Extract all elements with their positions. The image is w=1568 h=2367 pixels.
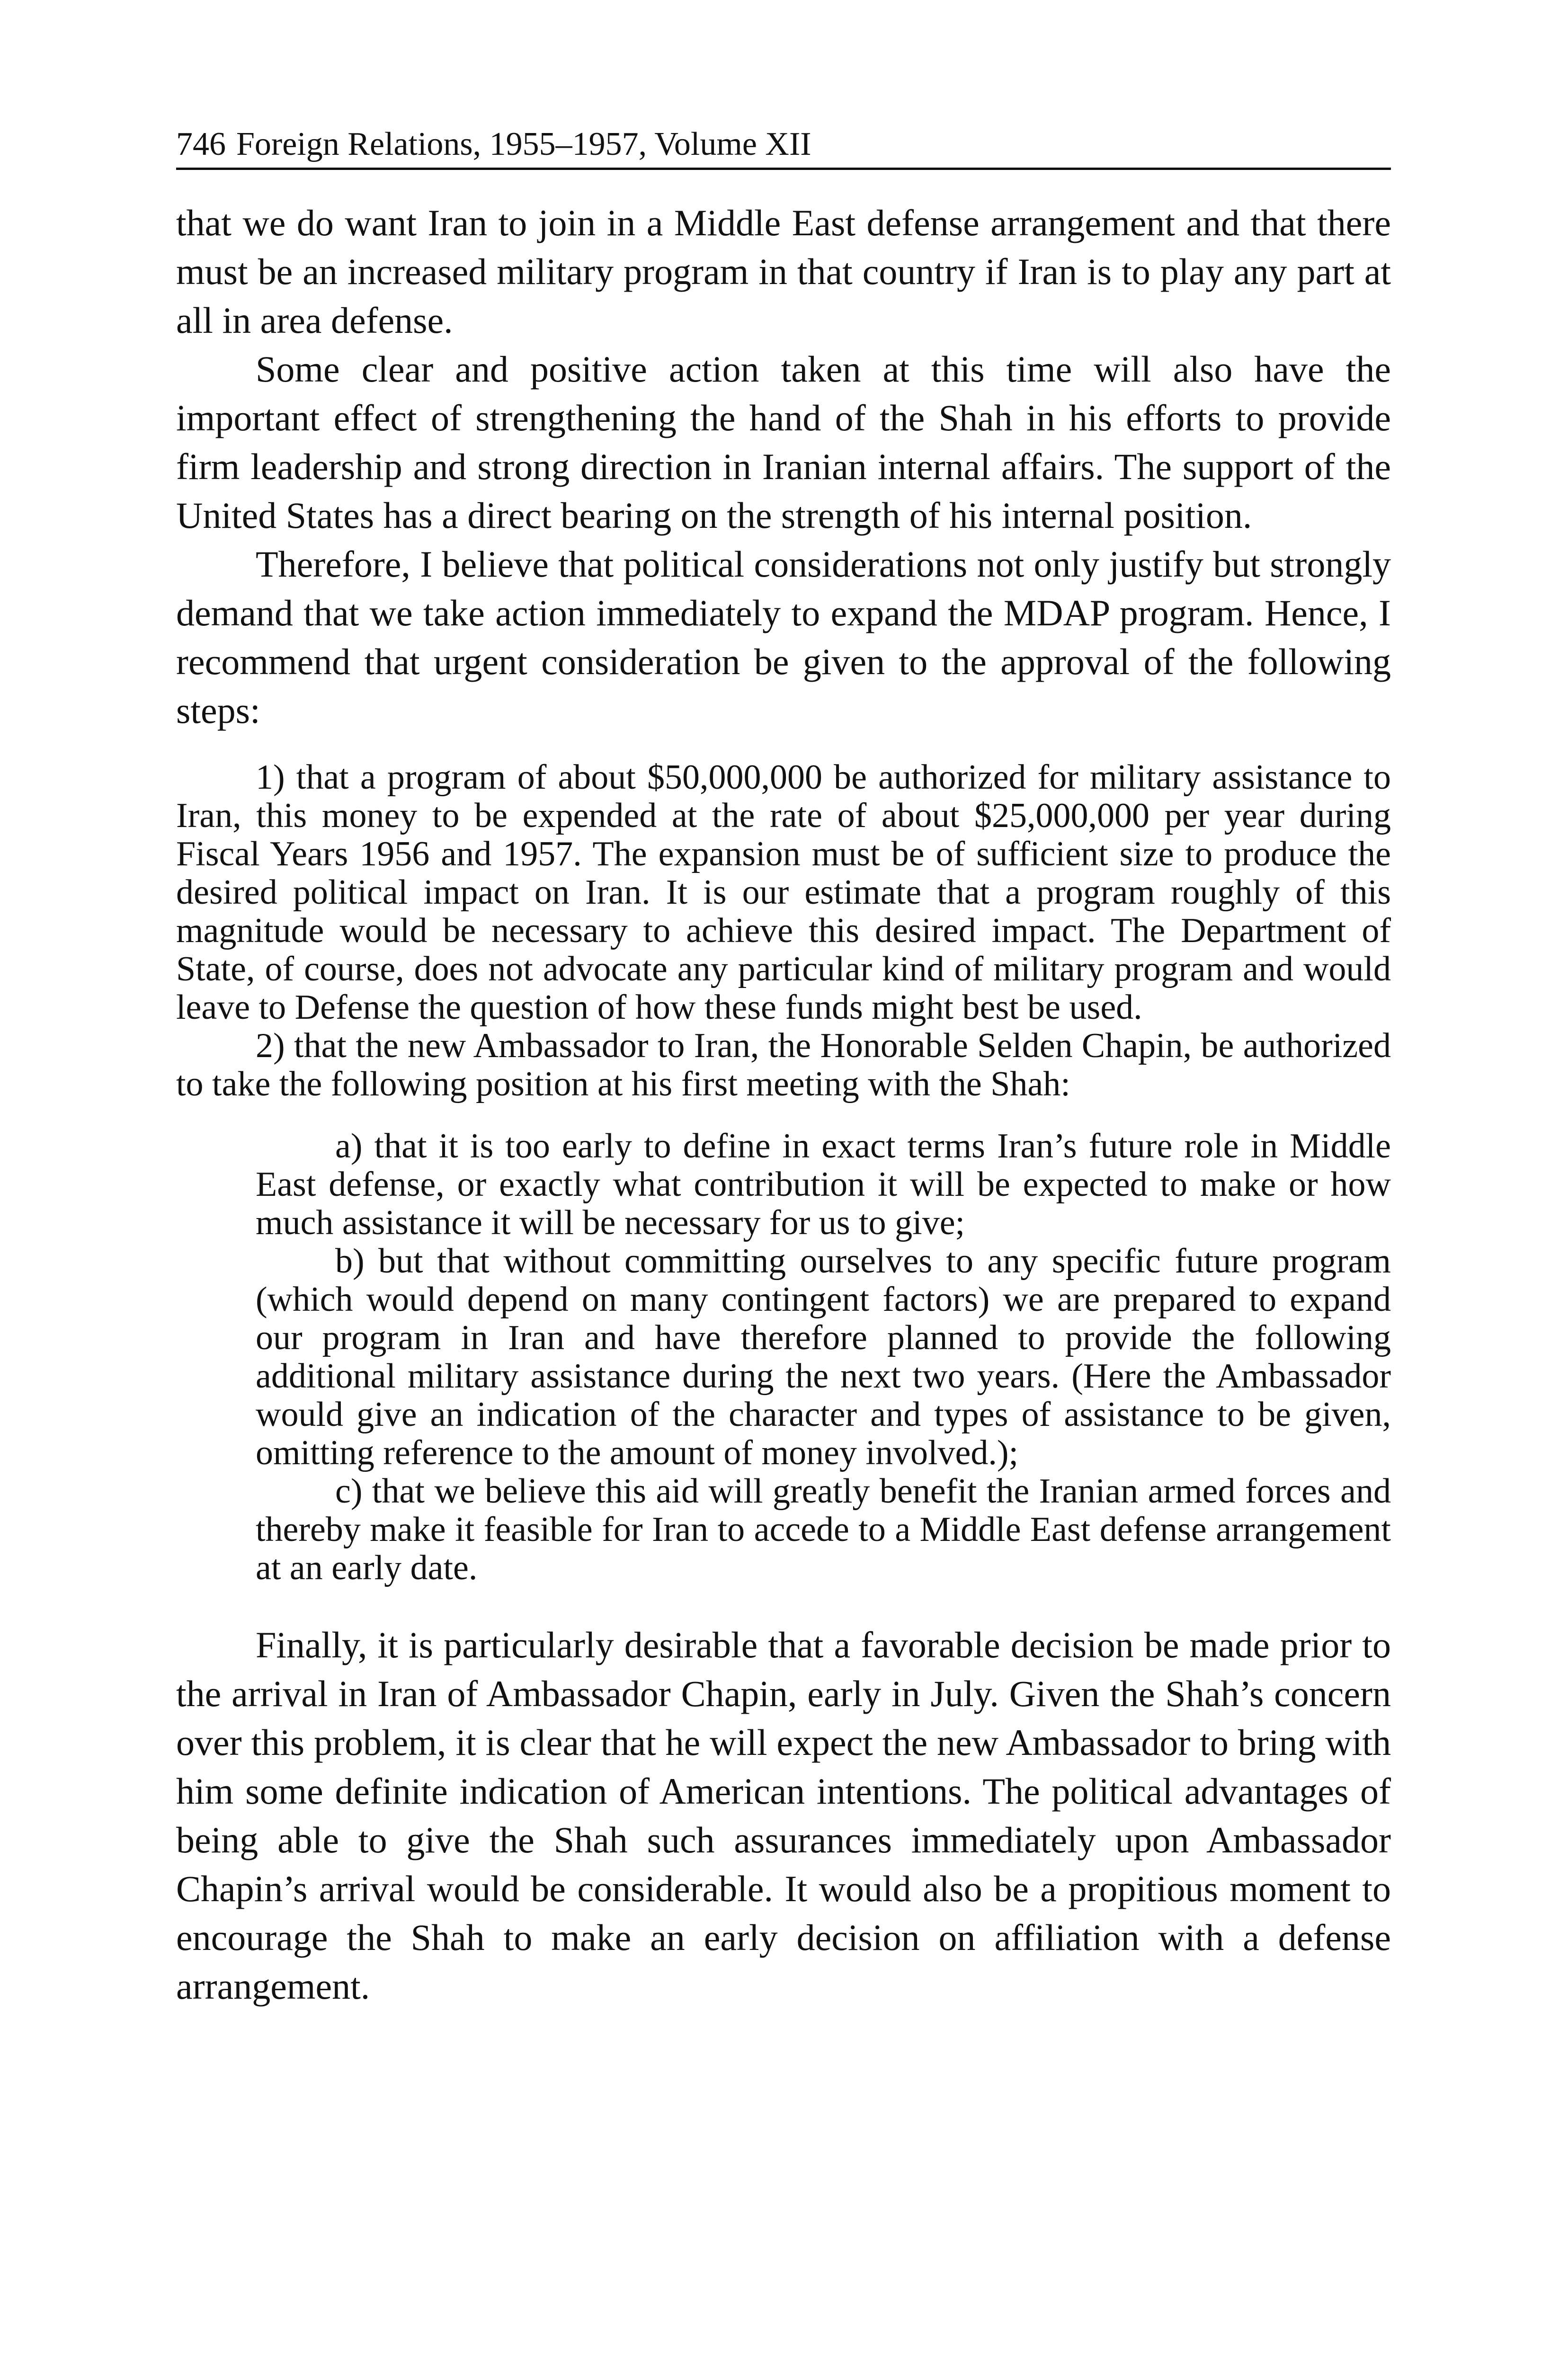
- volume-title: Foreign Relations, 1955–1957, Volume XII: [236, 126, 811, 162]
- paragraph-closing: Finally, it is particularly desirable that a favorable decision be made prior to the arrival in Iran of Ambassador Chapin, early in July. Given the Shah’s concern over this problem, it is clear that he will expect the new Ambassador to bring with him some definite indication of American intentions. The political advantages of being able to give the Shah such assurances immediately upon Ambassador Chapin’s arrival would be considerable. It would also be a propitious moment to encourage the Shah to make an early decision on affiliation with a defense arrangement.: [176, 1624, 1391, 2007]
- document-page: [176, 128, 1391, 2011]
- paragraph-recommendation-intro: Therefore, I believe that political considerations not only justify but strongly demand that we take action immediately to expand the MDAP program. Hence, I recommend that urgent consideration be given to the approval of the following steps:: [176, 543, 1391, 731]
- position-b: b) but that without committing ourselves to any specific future program (which would depend on many contingent factors) we are prepared to expand our program in Iran and have therefore planned to provide the following additional military assistance during the next two years. (Here the Ambassador would give an indication of the character and types of assistance to be given, omitting reference to the amount of money involved.);: [256, 1242, 1391, 1472]
- document-body: [176, 198, 1391, 2011]
- running-header: [176, 128, 1391, 170]
- recommendation-2: 2) that the new Ambassador to Iran, the Honorable Selden Chapin, be authorized to take the following position at his first meeting with the Shah:: [176, 1026, 1391, 1103]
- recommendations-list: [176, 758, 1391, 1587]
- paragraph-shah-support: Some clear and positive action taken at this time will also have the important effect of strengthening the hand of the Shah in his efforts to provide firm leadership and strong direction in Iranian internal affairs. The support of the United States has a direct bearing on the strength of his internal position.: [176, 348, 1391, 536]
- position-a: a) that it is too early to define in exact terms Iran’s future role in Middle East defense, or exactly what contribution it will be expected to make or how much assistance it will be necessary for us to give;: [256, 1127, 1391, 1242]
- ambassador-position-list: [256, 1127, 1391, 1587]
- paragraph-continuation: that we do want Iran to join in a Middle East defense arrangement and that there must be an increased military program in that country if Iran is to play any part at all in area defense.: [176, 202, 1391, 341]
- position-c: c) that we believe this aid will greatly benefit the Iranian armed forces and thereby make it feasible for Iran to accede to a Middle East defense arrangement at an early date.: [256, 1472, 1391, 1587]
- recommendation-1: 1) that a program of about $50,000,000 be authorized for military assistance to Iran, this money to be expended at the rate of about $25,000,000 per year during Fiscal Years 1956 and 1957. The expansion must be of sufficient size to produce the desired political impact on Iran. It is our estimate that a program roughly of this magnitude would be necessary to achieve this desired impact. The Department of State, of course, does not advocate any particular kind of military program and would leave to Defense the question of how these funds might best be used.: [176, 758, 1391, 1027]
- page-number: 746: [176, 126, 226, 162]
